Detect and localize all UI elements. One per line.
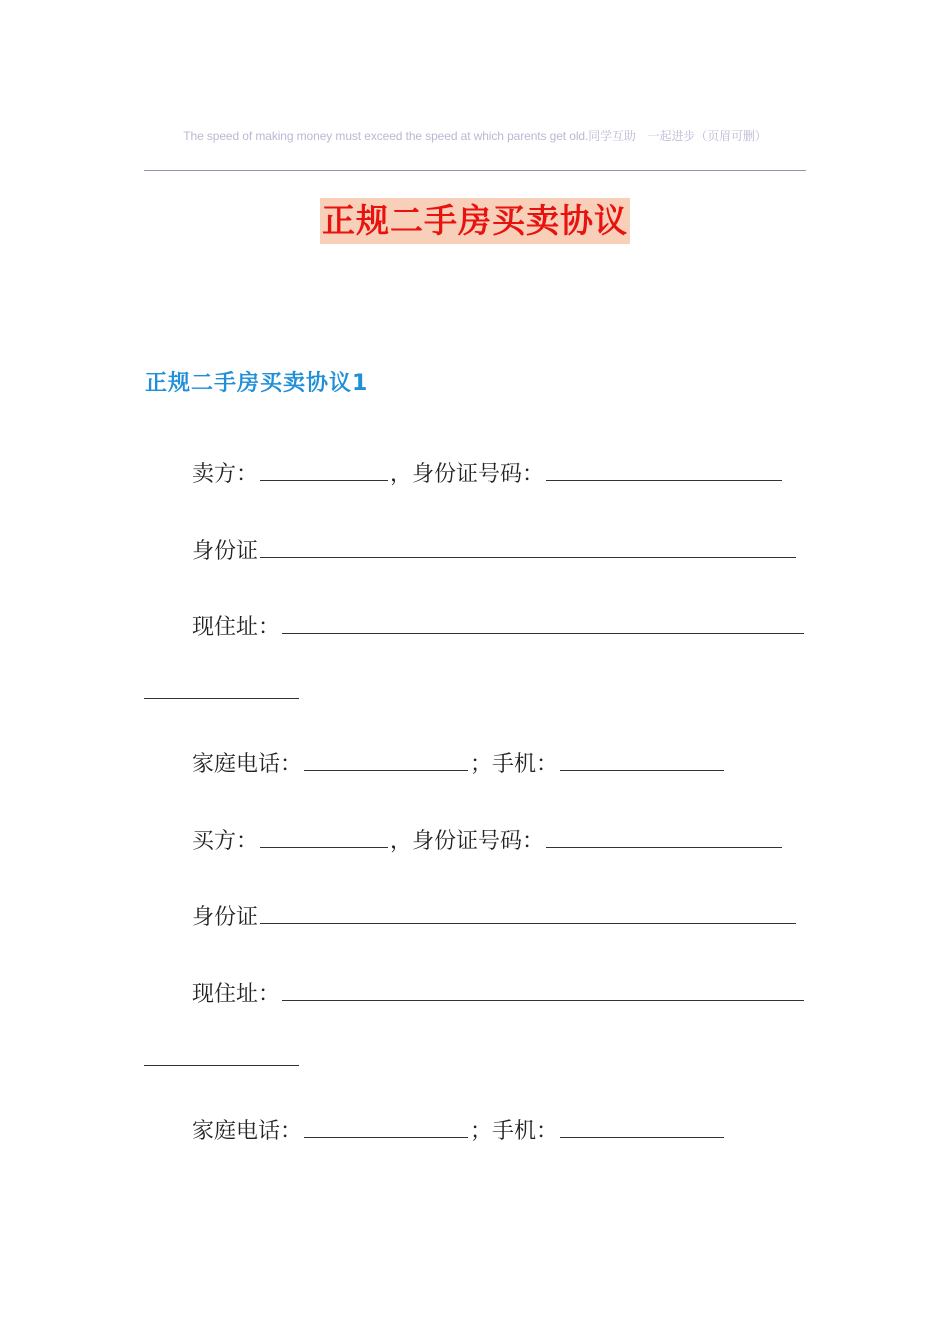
buyer-id-blank[interactable] [546,827,782,848]
seller-phone-blank[interactable] [304,750,468,771]
buyer-name-blank[interactable] [260,827,388,848]
buyer-phone-blank[interactable] [304,1117,468,1138]
seller-name-blank[interactable] [260,460,388,481]
title-container [0,198,950,244]
buyer-label: 买方： [192,829,259,854]
seller-phone-label: 家庭电话： [192,752,303,777]
buyer-id-label: ，身份证号码： [390,829,545,854]
seller-phone-line [192,750,726,780]
buyer-line [192,827,784,857]
buyer-address-label: 现住址： [192,982,281,1007]
header-divider [144,170,806,171]
buyer-mobile-blank[interactable] [560,1117,724,1138]
seller-id-blank[interactable] [546,460,782,481]
document-title: 正规二手房买卖协议 [320,198,630,244]
seller-id-card-label: 身份证 [192,539,259,564]
buyer-mobile-label: ；手机： [470,1119,559,1144]
buyer-id-card-blank[interactable] [260,903,796,924]
buyer-address-continuation[interactable] [144,1065,299,1066]
page-header: The speed of making money must exceed the speed at which parents get old.同学互助 一起进步（页眉可删） [183,129,767,143]
buyer-id-card-line [192,903,798,933]
buyer-phone-line [192,1117,726,1147]
seller-address-line [192,613,806,643]
seller-label: 卖方： [192,462,259,487]
seller-line [192,460,784,490]
seller-mobile-blank[interactable] [560,750,724,771]
seller-address-continuation[interactable] [144,698,299,699]
seller-id-card-blank[interactable] [260,537,796,558]
buyer-id-card-label: 身份证 [192,905,259,930]
seller-id-card-line [192,537,798,567]
seller-id-label: ，身份证号码： [390,462,545,487]
seller-mobile-label: ；手机： [470,752,559,777]
buyer-address-blank[interactable] [282,980,804,1001]
buyer-address-line [192,980,806,1010]
buyer-phone-label: 家庭电话： [192,1119,303,1144]
seller-address-blank[interactable] [282,613,804,634]
seller-address-label: 现住址： [192,615,281,640]
section-heading: 正规二手房买卖协议1 [145,371,369,396]
